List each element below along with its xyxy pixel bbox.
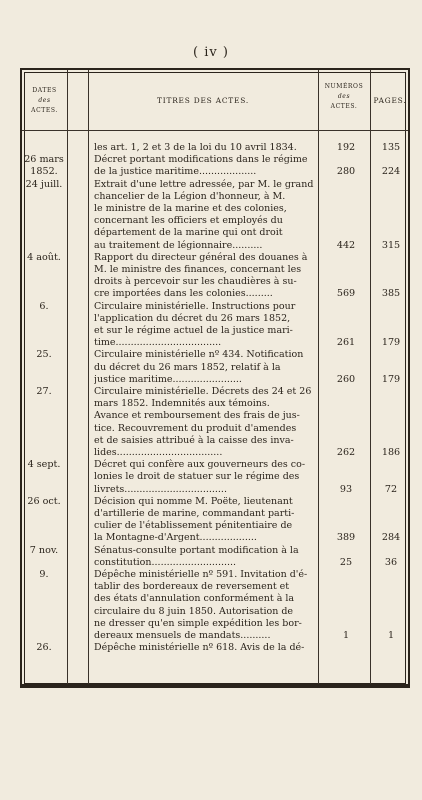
entry-page: 179 [381,337,401,349]
entry-page: 186 [381,447,401,458]
entry-title [94,166,332,178]
entry-title-line: tablir des bordereaux de reversement et [94,581,290,593]
entry-title-line: les art. 1, 2 et 3 de la loi du 10 avril 1834. [94,142,297,153]
entry-page: 179 [381,373,401,385]
entry-title [94,545,332,569]
entry-title-line: Dépêche ministérielle nº 591. Invitation d'é- [94,569,308,580]
entry-numero: 442 [336,239,356,251]
entry-title-line: Décret qui confère aux gouverneurs des co- [94,459,306,471]
entry-title-line: droits à percevoir sur les chaudières à su- [94,276,297,288]
entry-date: 4 sept. [27,459,61,471]
entry-title-line: d'artillerie de marine, commandant parti- [94,508,295,519]
entry-title-line: ne dresser qu'en simple expédition les bor- [94,617,302,629]
entry-title-line: des états d'annulation conformément à la [94,593,295,605]
entry-numero: 261 [336,337,356,349]
entry-title-line: du décret du 26 mars 1852, relatif à la [94,361,281,373]
header-numeros [318,82,370,112]
entry-date: 9. [39,569,49,580]
column-divider-titres [88,70,89,686]
entry-title [94,569,332,642]
entry-title-line: justice maritime....................... [94,373,242,385]
entry-date: 4 août. [27,251,61,263]
entry-title-line: constitution............................ [94,556,237,568]
entry-title-line: Circulaire ministérielle. Décrets des 24 et 26 [94,386,312,397]
entry-numero: 260 [336,373,356,385]
entry-title-line: Décret portant modifications dans le régime [94,154,308,166]
header-numeros-line-3: ACTES. [330,103,358,110]
entry-page: 385 [381,288,401,300]
page-number: ( iv ) [193,45,229,60]
entry-numero: 1 [342,630,350,641]
entry-title-line: Circulaire ministérielle nº 434. Notification [94,349,304,361]
entry-title-line: lonies le droit de statuer sur le régime des [94,471,300,483]
entry-page: 135 [381,142,401,153]
entry-title [94,179,332,252]
entry-title-line: culier de l'établissement pénitentiaire de [94,520,293,532]
entry-date: 26 oct. [27,495,61,507]
entry-title-line: et de saisies attribué à la caisse des inva- [94,434,294,446]
header-numeros-line-2: des [337,93,351,100]
entry-page: 224 [381,166,401,178]
entry-title-line: au traitement de légionnaire.......... [94,239,263,251]
entry-numero: 192 [336,142,356,153]
entry-numero: 389 [336,532,356,544]
header-dates-line-2: des [38,97,51,104]
entry-title-line: cre importées dans les colonies......... [94,288,273,300]
entry-date: 24 juill. [25,178,63,190]
entry-title [94,642,332,654]
table-frame [20,68,410,688]
entry-numero: 280 [336,166,356,178]
entry-title-line: Sénatus-consulte portant modification à la [94,544,299,556]
entry-title-line: Extrait d'une lettre adressée, par M. le grand [94,178,314,190]
entry-title-line: M. le ministre des finances, concernant les [94,264,302,275]
entry-title [94,301,332,350]
entry-page: 36 [384,556,398,568]
entry-date: 25. [36,349,52,361]
header-dates-line-1: DATES [32,87,57,94]
entry-date: 26 mars [24,154,64,166]
entry-title-line: concernant les officiers et employés du [94,215,283,227]
entry-title [94,386,332,459]
entry-title-line: l'application du décret du 26 mars 1852, [94,312,291,324]
entry-title [94,349,332,386]
header-numeros-line-1: NUMÉROS [324,83,364,90]
entry-title [94,142,332,154]
entry-date: 7 nov. [29,544,59,556]
entry-date: 26. [36,642,52,654]
entry-date: 1852. [30,166,58,178]
header-pages: PAGES. [373,96,407,105]
entry-title-line: mars 1852. Indemnités aux témoins. [94,398,270,410]
entry-title-line: Dépêche ministérielle nº 618. Avis de la dé- [94,642,305,654]
entry-page: 1 [387,630,395,641]
entry-numero: 569 [336,288,356,300]
header-divider [22,130,408,131]
entry-title [94,459,332,496]
entry-title-line: Circulaire ministérielle. Instructions pour [94,300,296,312]
header-dates-line-3: ACTES. [31,107,58,114]
entry-page: 284 [381,532,401,544]
entry-title-line: département de la marine qui ont droit [94,227,283,239]
entry-title [94,154,332,166]
entry-numero: 93 [339,483,353,495]
entry-title-line: circulaire du 8 juin 1850. Autorisation de [94,605,294,617]
entry-title [94,496,332,545]
entry-numero: 262 [336,447,356,458]
bottom-rule [20,684,410,687]
entry-title-line: dereaux mensuels de mandats.......... [94,630,271,642]
entry-numero: 25 [339,556,353,568]
entry-date: 6. [39,300,49,312]
header-dates [22,86,67,116]
entry-title-line: time................................... [94,337,222,349]
entry-title-line: le ministre de la marine et des colonies, [94,203,287,214]
entry-title-line: Décision qui nomme M. Poëte, lieutenant [94,495,293,507]
column-divider-dates [67,70,68,686]
entry-page: 72 [384,483,398,495]
entry-title-line: chancelier de la Légion d'honneur, à M. [94,190,286,202]
header-titres: TITRES DES ACTES. [157,96,249,105]
entry-date: 27. [36,386,52,397]
entry-title [94,252,332,301]
entry-title-line: Rapport du directeur général des douanes à [94,251,308,263]
column-divider-pages [370,70,371,686]
entry-title-line: tice. Recouvrement du produit d'amendes [94,422,297,434]
entry-title-line: et sur le régime actuel de la justice mari- [94,325,293,336]
entry-page: 315 [381,239,401,251]
entry-title-line: lides................................... [94,447,223,459]
entry-title-line: de la justice maritime................... [94,166,257,178]
entry-title-line: livrets.................................. [94,483,227,495]
entry-title-line: Avance et remboursement des frais de jus- [94,410,300,422]
entry-title-line: la Montagne-d'Argent................... [94,532,257,544]
